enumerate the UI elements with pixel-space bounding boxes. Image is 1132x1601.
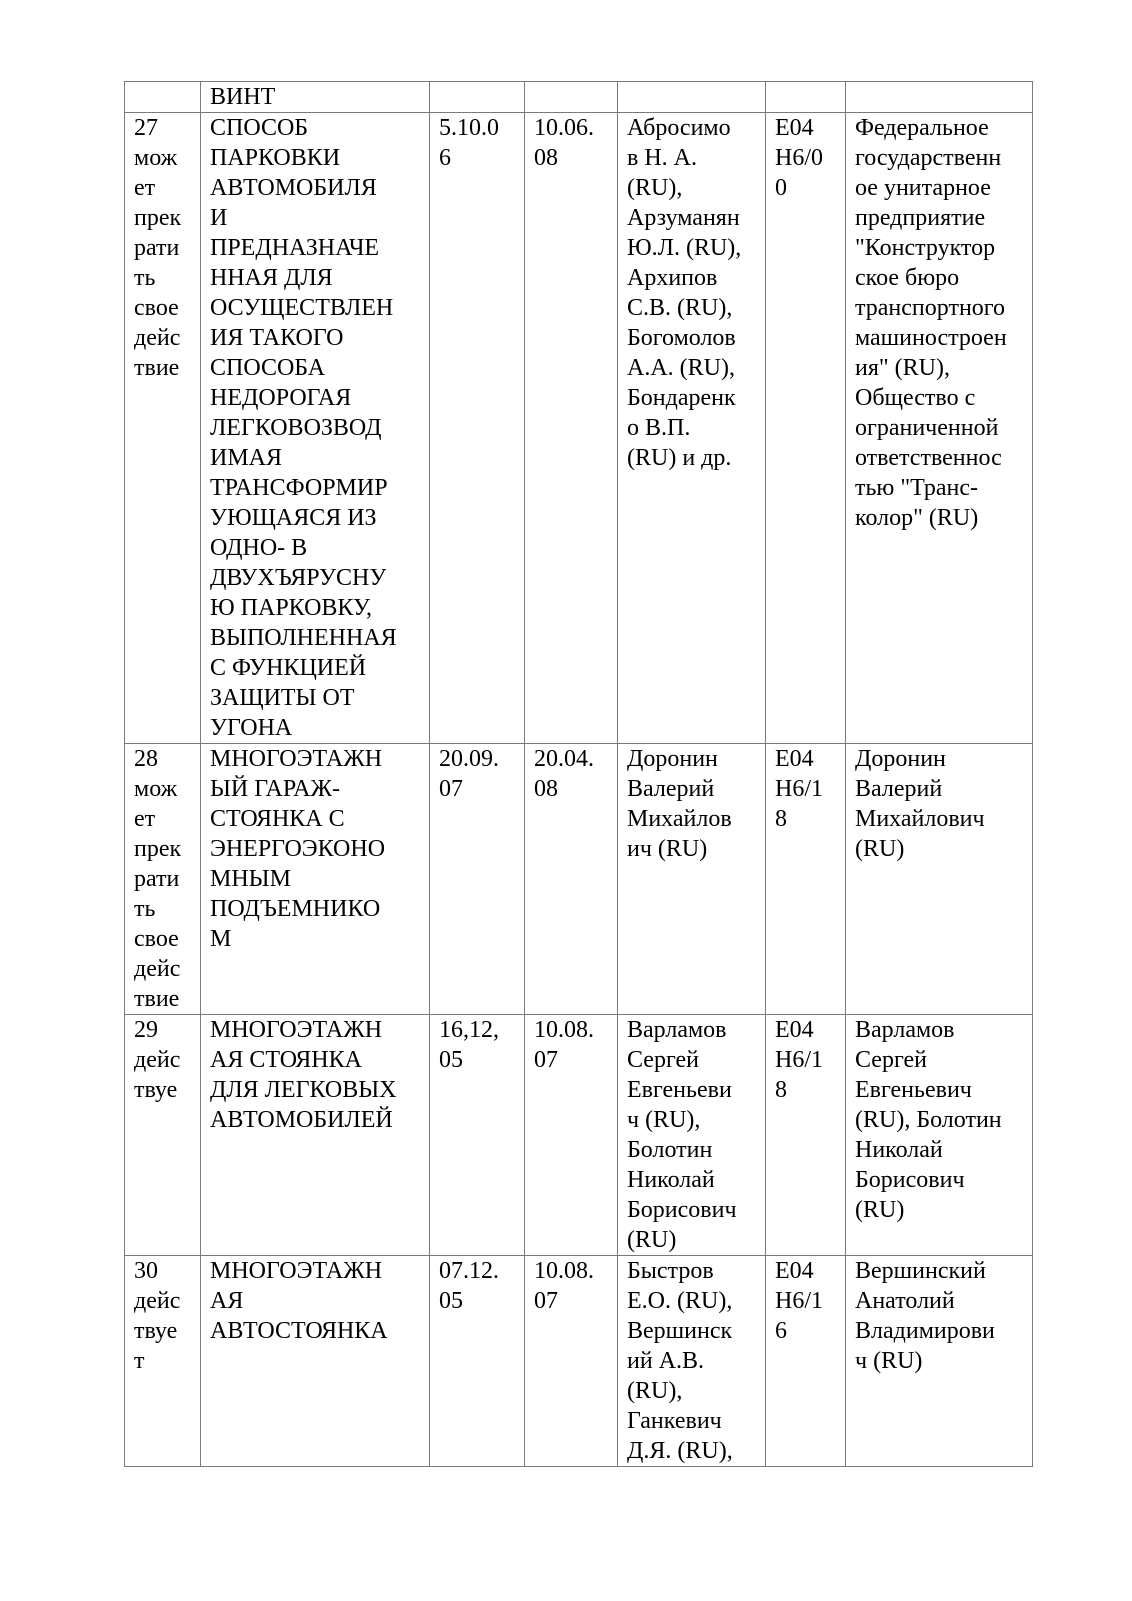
publication-date-cell: 10.06. 08 — [525, 113, 618, 744]
authors-cell: Варламов Сергей Евгеньеви ч (RU), Болотин Николай Борисович (RU) — [618, 1015, 766, 1256]
title-cell: МНОГОЭТАЖН АЯ СТОЯНКА ДЛЯ ЛЕГКОВЫХ АВТОМОБИЛЕЙ — [201, 1015, 430, 1256]
number-status-cell: 28 мож ет прек рати ть свое дейс твие — [125, 744, 201, 1015]
holder-cell: Федеральное государственн ое унитарное предприятие "Конструктор ское бюро транспортного машиностроен ия" (RU), Общество с ограниченной ответственнос тью "Транс- колор" (RU) — [846, 113, 1033, 744]
ipc-cell — [766, 82, 846, 113]
holder-cell: Доронин Валерий Михайлович (RU) — [846, 744, 1033, 1015]
filing-date-cell: 20.09. 07 — [430, 744, 525, 1015]
ipc-cell: E04 H6/0 0 — [766, 113, 846, 744]
holder-cell: Вершинский Анатолий Владимирови ч (RU) — [846, 1256, 1033, 1467]
table-row — [125, 744, 1033, 1015]
number-status-cell: 29 дейс твуе — [125, 1015, 201, 1256]
table-row — [125, 113, 1033, 744]
table-row — [125, 82, 1033, 113]
patents-table — [124, 81, 1033, 1467]
authors-cell: Доронин Валерий Михайлов ич (RU) — [618, 744, 766, 1015]
number-status-cell — [125, 82, 201, 113]
title-cell: МНОГОЭТАЖН АЯ АВТОСТОЯНКА — [201, 1256, 430, 1467]
number-status-cell: 27 мож ет прек рати ть свое дейс твие — [125, 113, 201, 744]
publication-date-cell: 10.08. 07 — [525, 1256, 618, 1467]
table-row — [125, 1015, 1033, 1256]
publication-date-cell: 20.04. 08 — [525, 744, 618, 1015]
table-row — [125, 1256, 1033, 1467]
ipc-cell: E04 H6/1 8 — [766, 744, 846, 1015]
filing-date-cell: 07.12. 05 — [430, 1256, 525, 1467]
publication-date-cell — [525, 82, 618, 113]
ipc-cell: E04 H6/1 6 — [766, 1256, 846, 1467]
ipc-cell: E04 H6/1 8 — [766, 1015, 846, 1256]
holder-cell — [846, 82, 1033, 113]
holder-cell: Варламов Сергей Евгеньевич (RU), Болотин Николай Борисович (RU) — [846, 1015, 1033, 1256]
title-cell: ВИНТ — [201, 82, 430, 113]
title-cell: МНОГОЭТАЖН ЫЙ ГАРАЖ- СТОЯНКА С ЭНЕРГОЭКОНО МНЫМ ПОДЪЕМНИКО М — [201, 744, 430, 1015]
filing-date-cell: 16,12, 05 — [430, 1015, 525, 1256]
number-status-cell: 30 дейс твуе т — [125, 1256, 201, 1467]
authors-cell: Быстров Е.О. (RU), Вершинск ий А.В. (RU), Ганкевич Д.Я. (RU), — [618, 1256, 766, 1467]
publication-date-cell: 10.08. 07 — [525, 1015, 618, 1256]
authors-cell — [618, 82, 766, 113]
title-cell: СПОСОБ ПАРКОВКИ АВТОМОБИЛЯ И ПРЕДНАЗНАЧЕ ННАЯ ДЛЯ ОСУЩЕСТВЛЕН ИЯ ТАКОГО СПОСОБА НЕДОРОГАЯ ЛЕГКОВОЗВОД ИМАЯ ТРАНСФОРМИР УЮЩАЯСЯ ИЗ ОДНО- В ДВУХЪЯРУСНУ Ю ПАРКОВКУ, ВЫПОЛНЕННАЯ С ФУНКЦИЕЙ ЗАЩИТЫ ОТ УГОНА — [201, 113, 430, 744]
filing-date-cell — [430, 82, 525, 113]
authors-cell: Абросимо в Н. А. (RU), Арзуманян Ю.Л. (RU), Архипов С.В. (RU), Богомолов А.А. (RU), Бондаренк о В.П. (RU) и др. — [618, 113, 766, 744]
filing-date-cell: 5.10.0 6 — [430, 113, 525, 744]
